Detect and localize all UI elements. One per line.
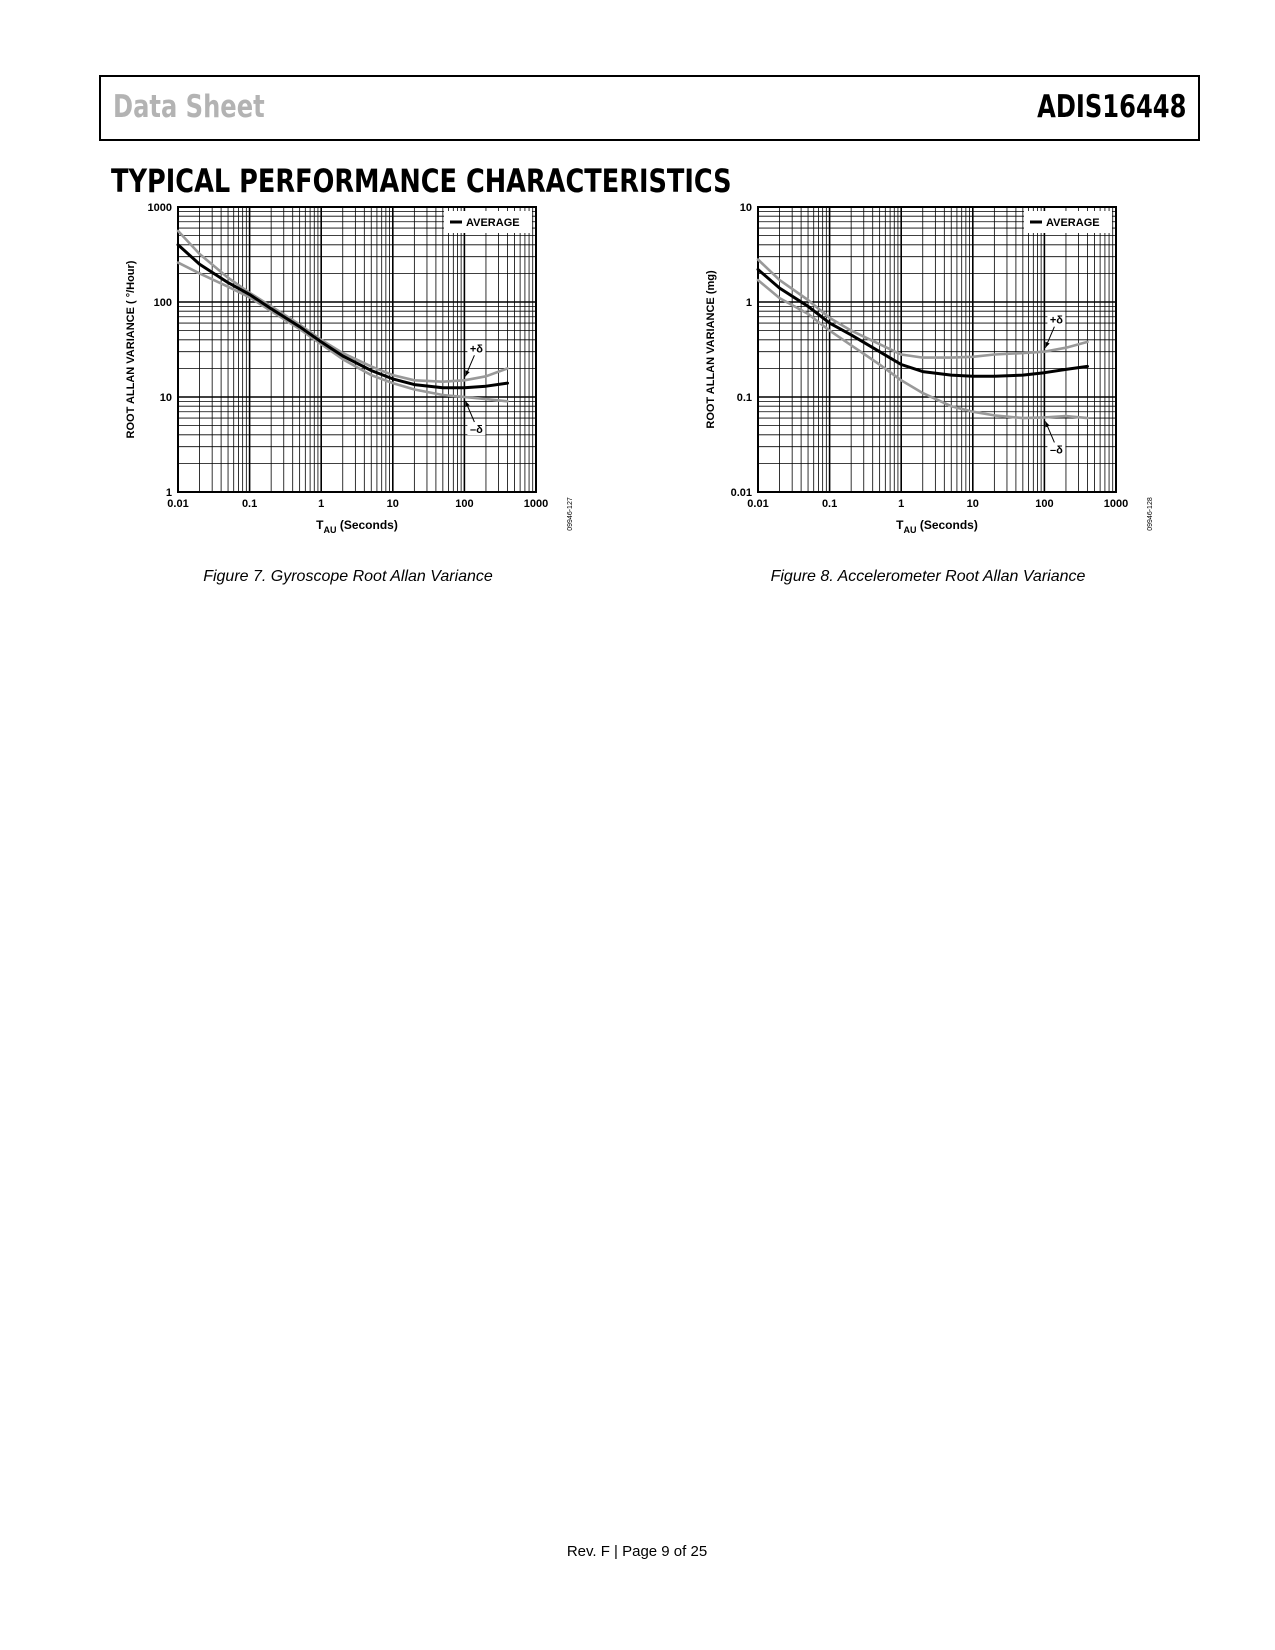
annotation-plus-delta: +δ — [469, 343, 483, 356]
x-axis-label-unit: (Seconds) — [916, 518, 978, 532]
legend-label: AVERAGE — [466, 217, 520, 229]
y-tick-label: 0.1 — [736, 392, 752, 404]
section-title: TYPICAL PERFORMANCE CHARACTERISTICS — [111, 162, 732, 200]
x-tick-label: 10 — [386, 498, 399, 510]
y-tick-label: 10 — [739, 202, 752, 214]
y-tick-label: 10 — [159, 392, 172, 404]
y-tick-label: 0.01 — [730, 487, 752, 499]
x-tick-label: 0.1 — [241, 498, 258, 510]
x-tick-label: 0.1 — [821, 498, 838, 510]
x-axis-label-sub: AU — [903, 525, 917, 535]
x-tick-label: 1 — [318, 498, 325, 510]
annotation-plus-delta: +δ — [1049, 314, 1063, 327]
x-axis-label-unit: (Seconds) — [336, 518, 398, 532]
figure-7-caption: Figure 7. Gyroscope Root Allan Variance — [203, 568, 493, 585]
x-tick-label: 100 — [455, 498, 474, 510]
legend-label: AVERAGE — [1046, 217, 1100, 229]
header-doc-type: Data Sheet — [113, 89, 265, 125]
gyro-allan-variance-chart — [120, 200, 600, 560]
chart-legend — [1024, 211, 1112, 233]
header-part-number: ADIS16448 — [1036, 89, 1186, 125]
chart-legend — [444, 211, 532, 233]
x-tick-label: 1000 — [523, 498, 549, 510]
x-tick-label: 1000 — [1103, 498, 1129, 510]
x-tick-label: 10 — [966, 498, 979, 510]
y-tick-label: 100 — [153, 297, 172, 309]
y-axis-label: ROOT ALLAN VARIANCE ( °/Hour) — [125, 260, 137, 439]
figure-8-caption: Figure 8. Accelerometer Root Allan Variance — [770, 568, 1086, 585]
figure-code: 09946-128 — [1147, 497, 1154, 531]
annotation-minus-delta: –δ — [470, 424, 483, 436]
x-tick-label: 0.01 — [167, 498, 189, 510]
x-axis-label-main: T — [316, 518, 324, 532]
figure-code: 09946-127 — [567, 497, 574, 531]
y-tick-label: 1000 — [147, 202, 172, 214]
page-header — [99, 75, 1200, 141]
y-tick-label: 1 — [165, 487, 172, 499]
x-axis-label-sub: AU — [323, 525, 337, 535]
x-axis-label — [896, 518, 978, 535]
x-tick-label: 0.01 — [747, 498, 769, 510]
x-tick-label: 1 — [898, 498, 905, 510]
accel-allan-variance-chart — [700, 200, 1180, 560]
y-axis-label: ROOT ALLAN VARIANCE (mg) — [705, 270, 717, 429]
x-tick-label: 100 — [1035, 498, 1054, 510]
x-axis-label — [316, 518, 398, 535]
y-tick-label: 1 — [745, 297, 752, 309]
x-axis-label-main: T — [896, 518, 904, 532]
annotation-minus-delta: –δ — [1050, 444, 1063, 457]
page-footer: Rev. F | Page 9 of 25 — [566, 1543, 708, 1560]
